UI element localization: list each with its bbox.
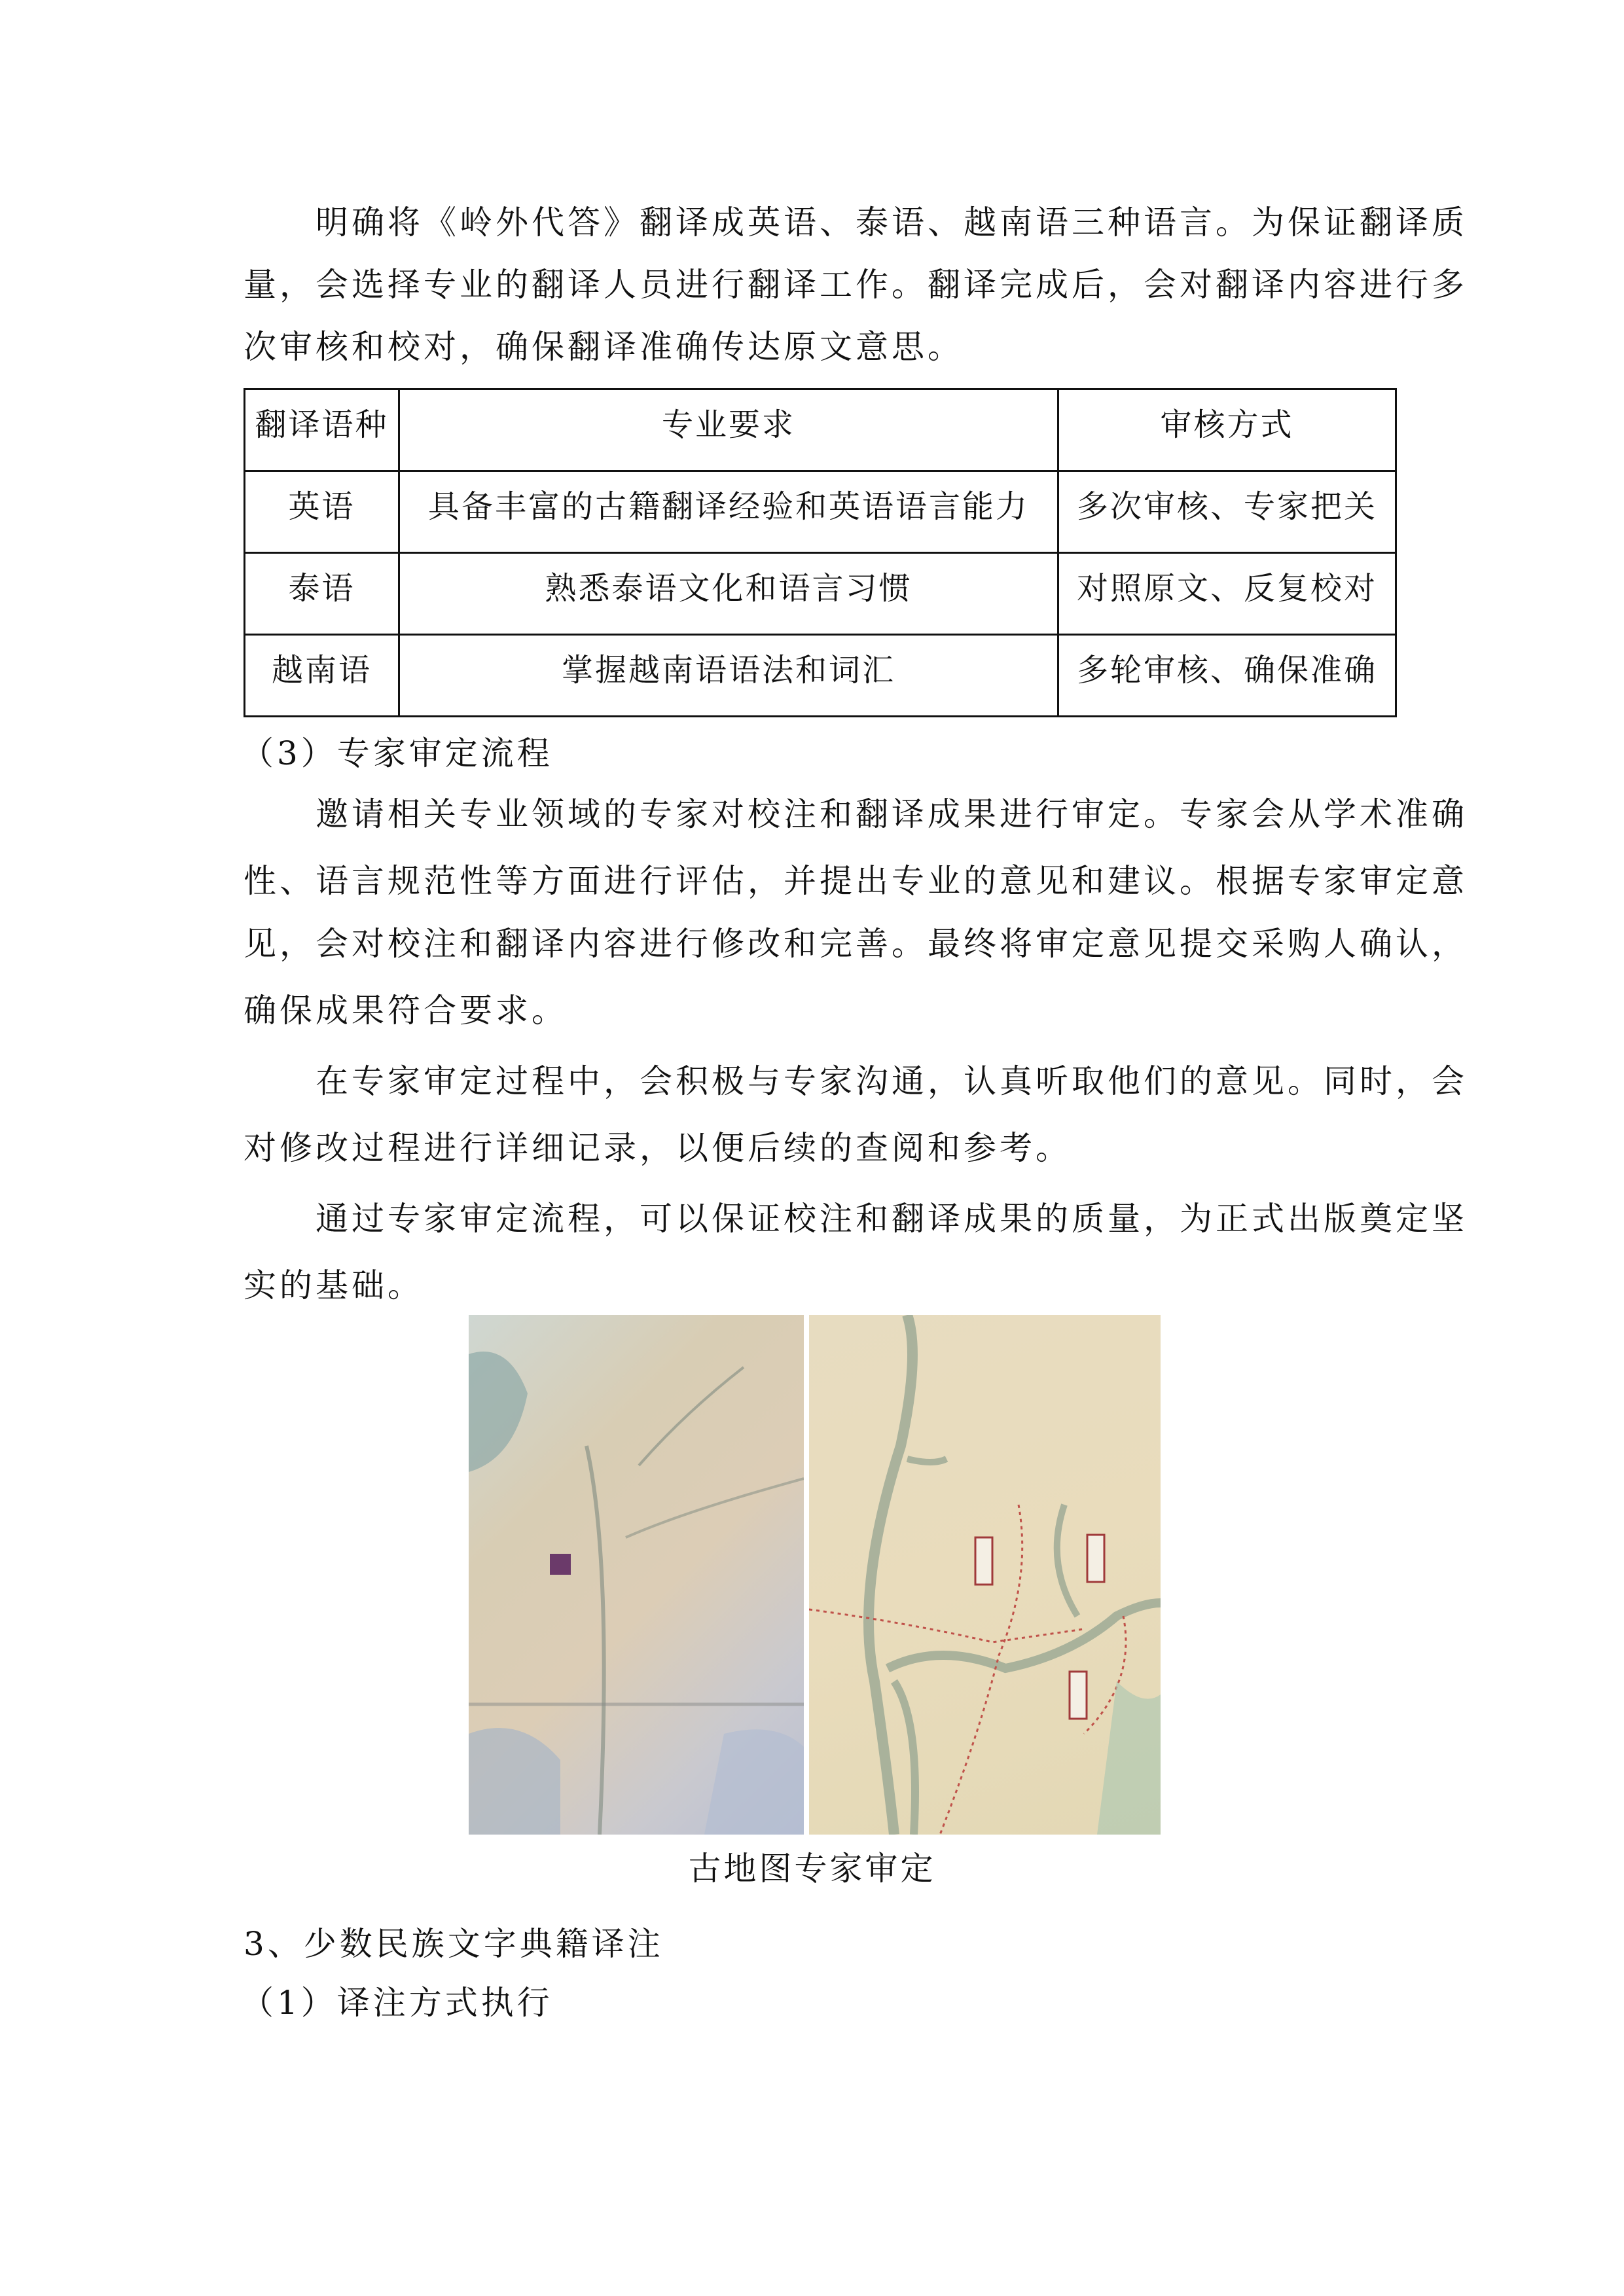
text-line: 邀请相关专业领域的专家对校注和翻译成果进行审定。专家会从学术准确 <box>316 795 1468 833</box>
table-header-cell: 审核方式 <box>1058 389 1396 471</box>
figure-caption: 古地图专家审定 <box>688 1850 936 1888</box>
section-heading-minority-classics: 3、少数民族文字典籍译注 <box>244 1925 664 1963</box>
text-line: 见，会对校注和翻译内容进行修改和完善。最终将审定意见提交采购人确认， <box>244 925 1468 963</box>
table-row <box>245 471 1396 553</box>
table-cell: 多次审核、专家把关 <box>1058 471 1396 553</box>
table-header-cell: 翻译语种 <box>245 389 399 471</box>
table-row <box>245 635 1396 717</box>
subheading-annotation-method: （1）译注方式执行 <box>241 1984 553 2022</box>
text-line: 通过专家审定流程，可以保证校注和翻译成果的质量，为正式出版奠定坚 <box>316 1200 1468 1238</box>
subheading-expert-review: （3）专家审定流程 <box>241 734 553 772</box>
text-line: 确保成果符合要求。 <box>244 992 568 1030</box>
table-header-cell: 专业要求 <box>399 389 1058 471</box>
table-row <box>245 553 1396 635</box>
ancient-map-left-image <box>469 1315 804 1835</box>
table-cell: 掌握越南语语法和词汇 <box>399 635 1058 717</box>
text-line: 实的基础。 <box>244 1266 424 1304</box>
text-line: 对修改过程进行详细记录，以便后续的查阅和参考。 <box>244 1129 1072 1167</box>
text-line: 次审核和校对，确保翻译准确传达原文意思。 <box>244 328 964 366</box>
table-cell: 泰语 <box>245 553 399 635</box>
table-cell: 具备丰富的古籍翻译经验和英语语言能力 <box>399 471 1058 553</box>
table-cell: 对照原文、反复校对 <box>1058 553 1396 635</box>
text-line: 在专家审定过程中，会积极与专家沟通，认真听取他们的意见。同时，会 <box>316 1062 1468 1100</box>
ancient-map-figure <box>469 1315 1161 1835</box>
text-line: 明确将《岭外代答》翻译成英语、泰语、越南语三种语言。为保证翻译质 <box>316 204 1468 242</box>
table-cell: 越南语 <box>245 635 399 717</box>
table-cell: 多轮审核、确保准确 <box>1058 635 1396 717</box>
text-line: 性、语言规范性等方面进行评估，并提出专业的意见和建议。根据专家审定意 <box>244 862 1468 900</box>
table-cell: 英语 <box>245 471 399 553</box>
translation-requirements-table <box>244 388 1397 717</box>
ancient-map-right-image <box>809 1315 1161 1835</box>
table-header-row <box>245 389 1396 471</box>
text-line: 量，会选择专业的翻译人员进行翻译工作。翻译完成后，会对翻译内容进行多 <box>244 266 1468 304</box>
table-cell: 熟悉泰语文化和语言习惯 <box>399 553 1058 635</box>
